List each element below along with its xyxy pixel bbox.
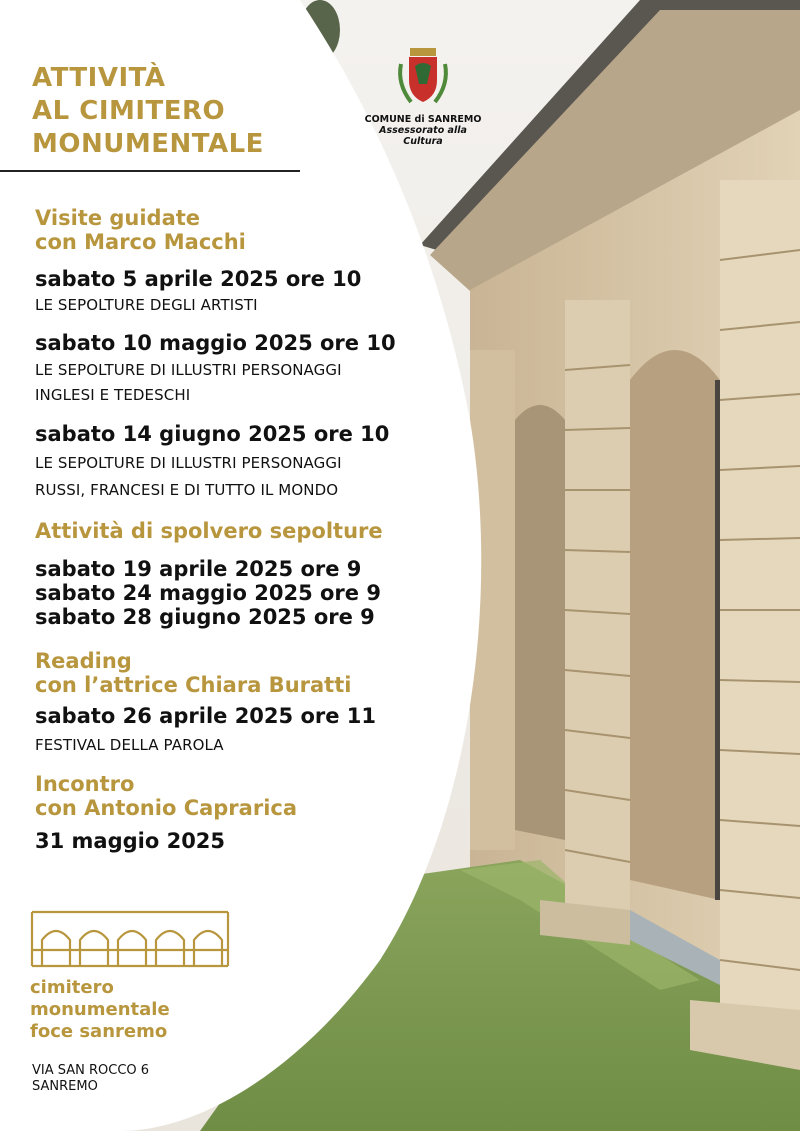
- address-line: SANREMO: [32, 1079, 98, 1094]
- title-line: AL CIMITERO: [32, 96, 226, 126]
- assessorato-name: Assessorato alla Cultura: [379, 125, 467, 147]
- section-heading: Incontro: [35, 772, 135, 796]
- comune-logo: [363, 44, 483, 147]
- title-divider: [0, 170, 300, 172]
- event-date: sabato 28 giugno 2025 ore 9: [35, 605, 375, 629]
- section-heading: Attività di spolvero sepolture: [35, 519, 383, 543]
- event-description: LE SEPOLTURE DEGLI ARTISTI: [35, 296, 258, 314]
- event-date: sabato 24 maggio 2025 ore 9: [35, 581, 381, 605]
- event-description: INGLESI E TEDESCHI: [35, 386, 191, 404]
- event-date: sabato 26 aprile 2025 ore 11: [35, 704, 377, 728]
- section-heading: con l’attrice Chiara Buratti: [35, 673, 352, 697]
- event-date: sabato 14 giugno 2025 ore 10: [35, 422, 390, 446]
- section-heading: con Marco Macchi: [35, 230, 246, 254]
- address: [32, 1063, 149, 1095]
- section-reading: [35, 649, 455, 697]
- logo-line: cimitero: [30, 977, 114, 998]
- address-line: VIA SAN ROCCO 6: [32, 1063, 150, 1078]
- arcade-logo-icon: [30, 908, 230, 968]
- event-date: 31 maggio 2025: [35, 829, 226, 853]
- section-heading: con Antonio Caprarica: [35, 796, 298, 820]
- coat-of-arms-icon: [363, 44, 483, 110]
- section-heading: Reading: [35, 649, 132, 673]
- section-incontro: [35, 772, 455, 820]
- event-description: LE SEPOLTURE DI ILLUSTRI PERSONAGGI: [35, 361, 342, 379]
- poster-title: [32, 62, 264, 161]
- title-line: MONUMENTALE: [32, 129, 264, 159]
- title-line: ATTIVITÀ: [32, 63, 166, 93]
- event-date: sabato 5 aprile 2025 ore 10: [35, 267, 362, 291]
- logo-line: foce sanremo: [30, 1021, 168, 1042]
- event-description: RUSSI, FRANCESI E DI TUTTO IL MONDO: [35, 481, 339, 499]
- section-heading: Visite guidate: [35, 206, 201, 230]
- event-date: sabato 10 maggio 2025 ore 10: [35, 331, 396, 355]
- section-visite: [35, 206, 455, 254]
- logo-line: monumentale: [30, 999, 170, 1020]
- event-description: FESTIVAL DELLA PAROLA: [35, 736, 224, 754]
- event-date: sabato 19 aprile 2025 ore 9: [35, 557, 362, 581]
- cemetery-logo-text: [30, 977, 170, 1043]
- comune-name: COMUNE di SANREMO: [364, 114, 482, 125]
- event-description: LE SEPOLTURE DI ILLUSTRI PERSONAGGI: [35, 454, 342, 472]
